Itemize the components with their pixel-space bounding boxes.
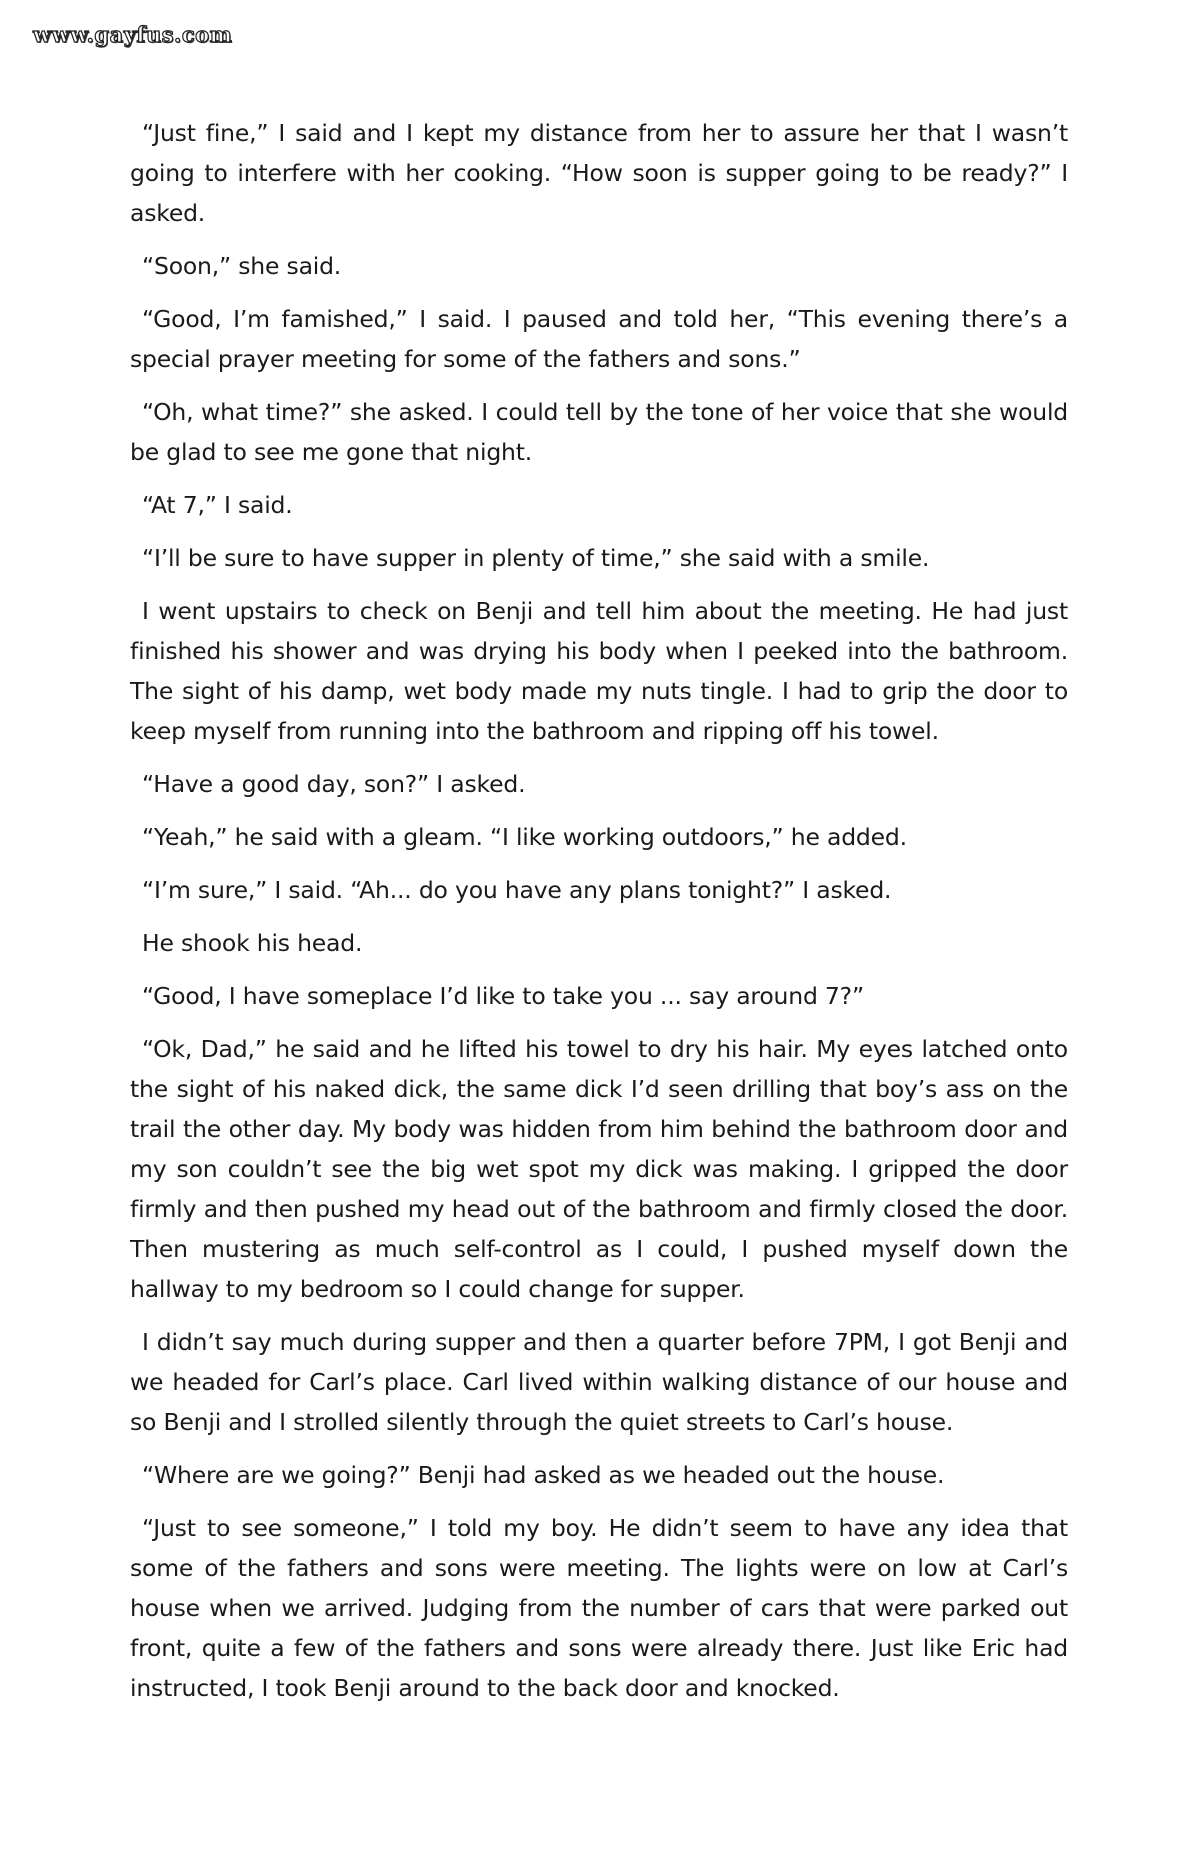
paragraph: “Just fine,” I said and I kept my distance from her to assure her that I wasn’t going to interfere with her cooking. “How soon is supper going to be ready?” I asked. [130,119,1068,227]
paragraph: “Oh, what time?” she asked. I could tell by the tone of her voice that she would be glad to see me gone that night. [130,398,1068,466]
site-watermark: www.gayfus.com [33,22,233,47]
paragraph: “Good, I’m famished,” I said. I paused and told her, “This evening there’s a special prayer meeting for some of the fathers and sons.” [130,305,1068,373]
paragraph: “Yeah,” he said with a gleam. “I like working outdoors,” he added. [142,823,907,851]
paragraph: “Have a good day, son?” I asked. [142,770,526,798]
paragraph: “I’ll be sure to have supper in plenty of time,” she said with a smile. [142,544,930,572]
paragraph: “I’m sure,” I said. “Ah... do you have any plans tonight?” I asked. [142,876,892,904]
paragraph: “Just to see someone,” I told my boy. He didn’t seem to have any idea that some of the fathers and sons were meeting. The lights were on low at Carl’s house when we arrived. Judging from the number of cars that were parked out front, quite a few of the fathers and sons were already there. Just like Eric had instructed, I took Benji around to the back door and knocked. [130,1514,1068,1702]
paragraph: “Soon,” she said. [142,252,342,280]
paragraph: He shook his head. [142,929,363,957]
paragraph: I went upstairs to check on Benji and tell him about the meeting. He had just finished his shower and was drying his body when I peeked into the bathroom. The sight of his damp, wet body made my nuts tingle. I had to grip the door to keep myself from running into the bathroom and ripping off his towel. [130,597,1068,745]
story-text [130,113,1068,1721]
paragraph: “Ok, Dad,” he said and he lifted his towel to dry his hair. My eyes latched onto the sight of his naked dick, the same dick I’d seen drilling that boy’s ass on the trail the other day. My body was hidden from him behind the bathroom door and my son couldn’t see the big wet spot my dick was making. I gripped the door firmly and then pushed my head out of the bathroom and firmly closed the door. Then mustering as much self-control as I could, I pushed myself down the hallway to my bedroom so I could change for supper. [130,1035,1068,1303]
paragraph: I didn’t say much during supper and then a quarter before 7PM, I got Benji and we headed for Carl’s place. Carl lived within walking distance of our house and so Benji and I strolled silently through the quiet streets to Carl’s house. [130,1328,1068,1436]
paragraph: “Where are we going?” Benji had asked as we headed out the house. [142,1461,945,1489]
paragraph: “At 7,” I said. [142,491,293,519]
paragraph: “Good, I have someplace I’d like to take you ... say around 7?” [142,982,864,1010]
